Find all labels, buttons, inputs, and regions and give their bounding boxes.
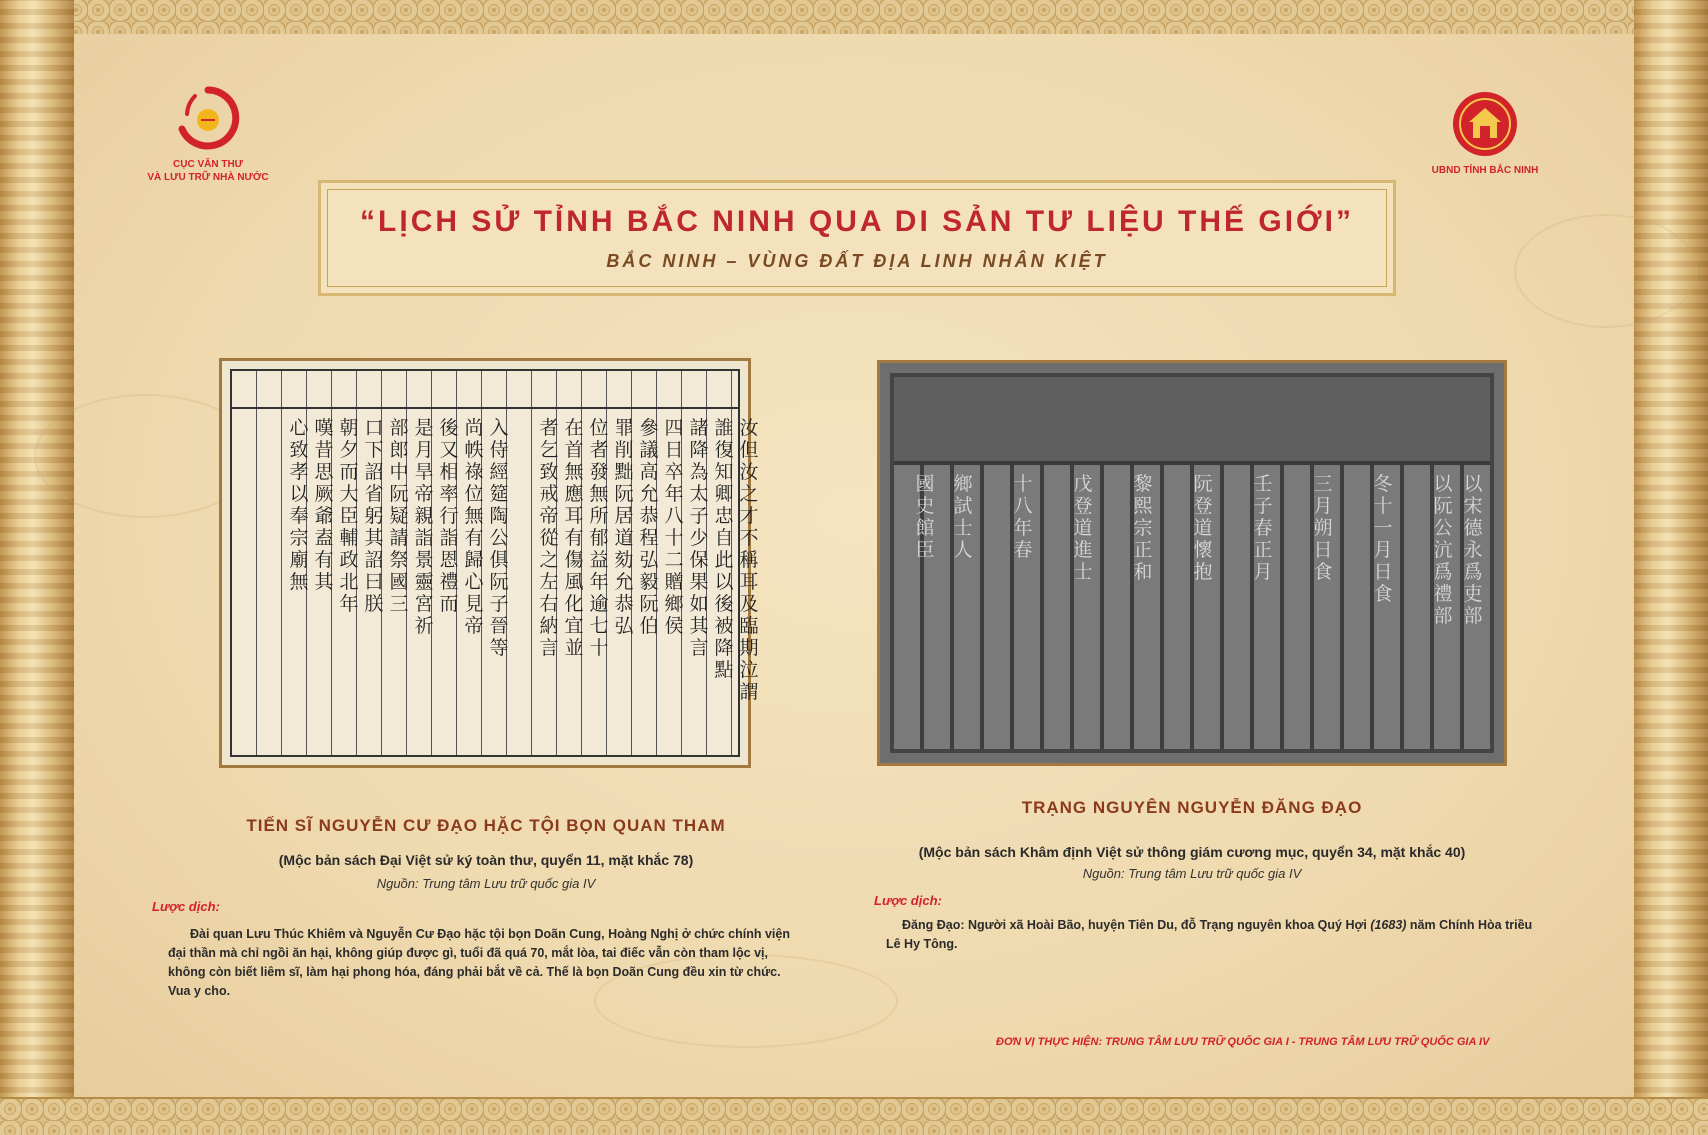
right-translation-tail: năm Chính Hòa triều Lê Hy Tông.: [886, 918, 1533, 951]
chinese-text-column: 以宋德永爲吏部: [1463, 473, 1483, 627]
archives-emblem-icon: [173, 84, 243, 154]
woodblock-board: [890, 373, 1494, 753]
left-panel-source: Nguồn: Trung tâm Lưu trữ quốc gia IV: [376, 876, 596, 891]
chinese-text-column: 參議高允恭程弘毅阮伯: [639, 417, 659, 637]
left-panel-title: TIẾN SĨ NGUYỄN CƯ ĐẠO HẶC TỘI BỌN QUAN THAM: [246, 816, 726, 835]
chinese-text-column: 國史館臣: [915, 473, 935, 561]
scroll-top-border: [0, 0, 1708, 36]
woodblock-print-image-left: [219, 358, 759, 768]
chinese-text-column: 汝但汝之才不稱耳及臨期泣謂: [739, 417, 759, 703]
title-banner: [318, 180, 1396, 296]
scroll-roller-right: [1634, 0, 1708, 1135]
chinese-text-column: 諸降為太子少保果如其言: [689, 417, 709, 659]
scroll-roller-left: [0, 0, 74, 1135]
footer-credits: ĐƠN VỊ THỰC HIỆN: TRUNG TÂM LƯU TRỮ QUỐC GIA I - TRUNG TÂM LƯU TRỮ QUỐC GIA IV: [996, 1036, 1490, 1048]
right-translation-year: (1683): [1370, 918, 1407, 932]
chinese-text-column: 朝夕而大臣輔政北年: [339, 417, 359, 615]
chinese-text-column: 三月朔日食: [1313, 473, 1333, 583]
chinese-text-column: 者乞致戒帝從之左右納言: [539, 417, 559, 659]
left-panel-subtitle: (Mộc bản sách Đại Việt sử ký toàn thư, quyển 11, mặt khắc 78): [278, 852, 694, 868]
chinese-text-column: 嘆昔思厥爺盍有其: [314, 417, 334, 593]
chinese-text-column: 在首無應耳有傷風化宜並: [564, 417, 584, 659]
right-translation-label: Lược dịch:: [874, 893, 942, 908]
chinese-text-column: 位者發無所郁益年逾七十: [589, 417, 609, 659]
cloud-watermark: [1514, 214, 1698, 328]
chinese-text-column: 四日卒年八十二贈鄉侯: [664, 417, 684, 637]
chinese-text-column: 罪削黜阮居道劾允恭弘: [614, 417, 634, 637]
chinese-text-column: 後又相率行詣恩禮而: [439, 417, 459, 615]
chinese-text-column: 以阮公沆爲禮部: [1433, 473, 1453, 627]
left-translation-text: Đài quan Lưu Thúc Khiêm và Nguyễn Cư Đạo hặc tội bọn Doãn Cung, Hoàng Nghị ở chức chính viện đại thần mà chỉ ngồi ăn hại, không giúp được gì, tuổi đã quá 70, mắt lòa, tai điếc vẫn còn tham lộc vị, không còn biết liêm sĩ, làm hại phong hóa, đáng phải bắt về cả. Thế là bọn Doãn Cung đều xin từ chức. Vua y cho.: [168, 927, 790, 998]
chinese-text-column: 冬十一月日食: [1373, 473, 1393, 605]
bac-ninh-emblem-icon: [1449, 88, 1521, 160]
chinese-text-column: 黎熙宗正和: [1133, 473, 1153, 583]
chinese-text-column: 阮登道懷抱: [1193, 473, 1213, 583]
chinese-text-column: 是月旱帝親詣景靈宮祈: [414, 417, 434, 637]
right-panel-title: TRẠNG NGUYÊN NGUYỄN ĐĂNG ĐẠO: [1021, 798, 1363, 817]
exhibition-title: “LỊCH SỬ TỈNH BẮC NINH QUA DI SẢN TƯ LIỆU THẾ GIỚI”: [360, 205, 1354, 238]
chinese-text-column: 壬子春正月: [1253, 473, 1273, 583]
logo-left-line2: VÀ LƯU TRỮ NHÀ NƯỚC: [147, 172, 269, 183]
right-translation-text: [886, 916, 1546, 954]
scroll-bottom-border: [0, 1097, 1708, 1135]
chinese-text-column: 口下詔省躬其詔曰朕: [364, 417, 384, 615]
bac-ninh-ubnd-logo: [1420, 88, 1550, 177]
woodblock-page: [230, 369, 759, 757]
woodblock-print-image-right: [877, 360, 1507, 766]
logo-right-text: UBND TỈNH BẮC NINH: [1431, 165, 1539, 176]
chinese-text-column: 戊登道進士: [1073, 473, 1093, 583]
left-translation-label: Lược dịch:: [152, 899, 220, 914]
chinese-text-column: 入侍經筵陶公俱阮子晉等: [489, 417, 509, 659]
exhibition-subtitle: BẮC NINH – VÙNG ĐẤT ĐỊA LINH NHÂN KIỆT: [606, 251, 1108, 271]
chinese-text-column: 鄉試士人: [953, 473, 973, 561]
chinese-text-column: 尚帙祿位無有歸心見帝: [464, 417, 484, 637]
archives-department-logo: [138, 84, 278, 184]
chinese-text-column: 十八年春: [1013, 473, 1033, 561]
right-panel-source: Nguồn: Trung tâm Lưu trữ quốc gia IV: [1082, 866, 1302, 881]
chinese-text-column: 誰復知卿忠自此以後被降點: [714, 417, 734, 681]
chinese-text-column: 部郎中阮疑請祭國三: [389, 417, 409, 615]
right-translation-main: Đăng Đạo: Người xã Hoài Bão, huyện Tiên Du, đỗ Trạng nguyên khoa Quý Hợi: [902, 918, 1371, 932]
chinese-text-column: 心致孝以奉宗廟無: [289, 417, 309, 593]
right-panel-subtitle: (Mộc bản sách Khâm định Việt sử thông giám cương mục, quyển 34, mặt khắc 40): [918, 844, 1466, 860]
logo-left-line1: CỤC VĂN THƯ: [173, 159, 243, 170]
